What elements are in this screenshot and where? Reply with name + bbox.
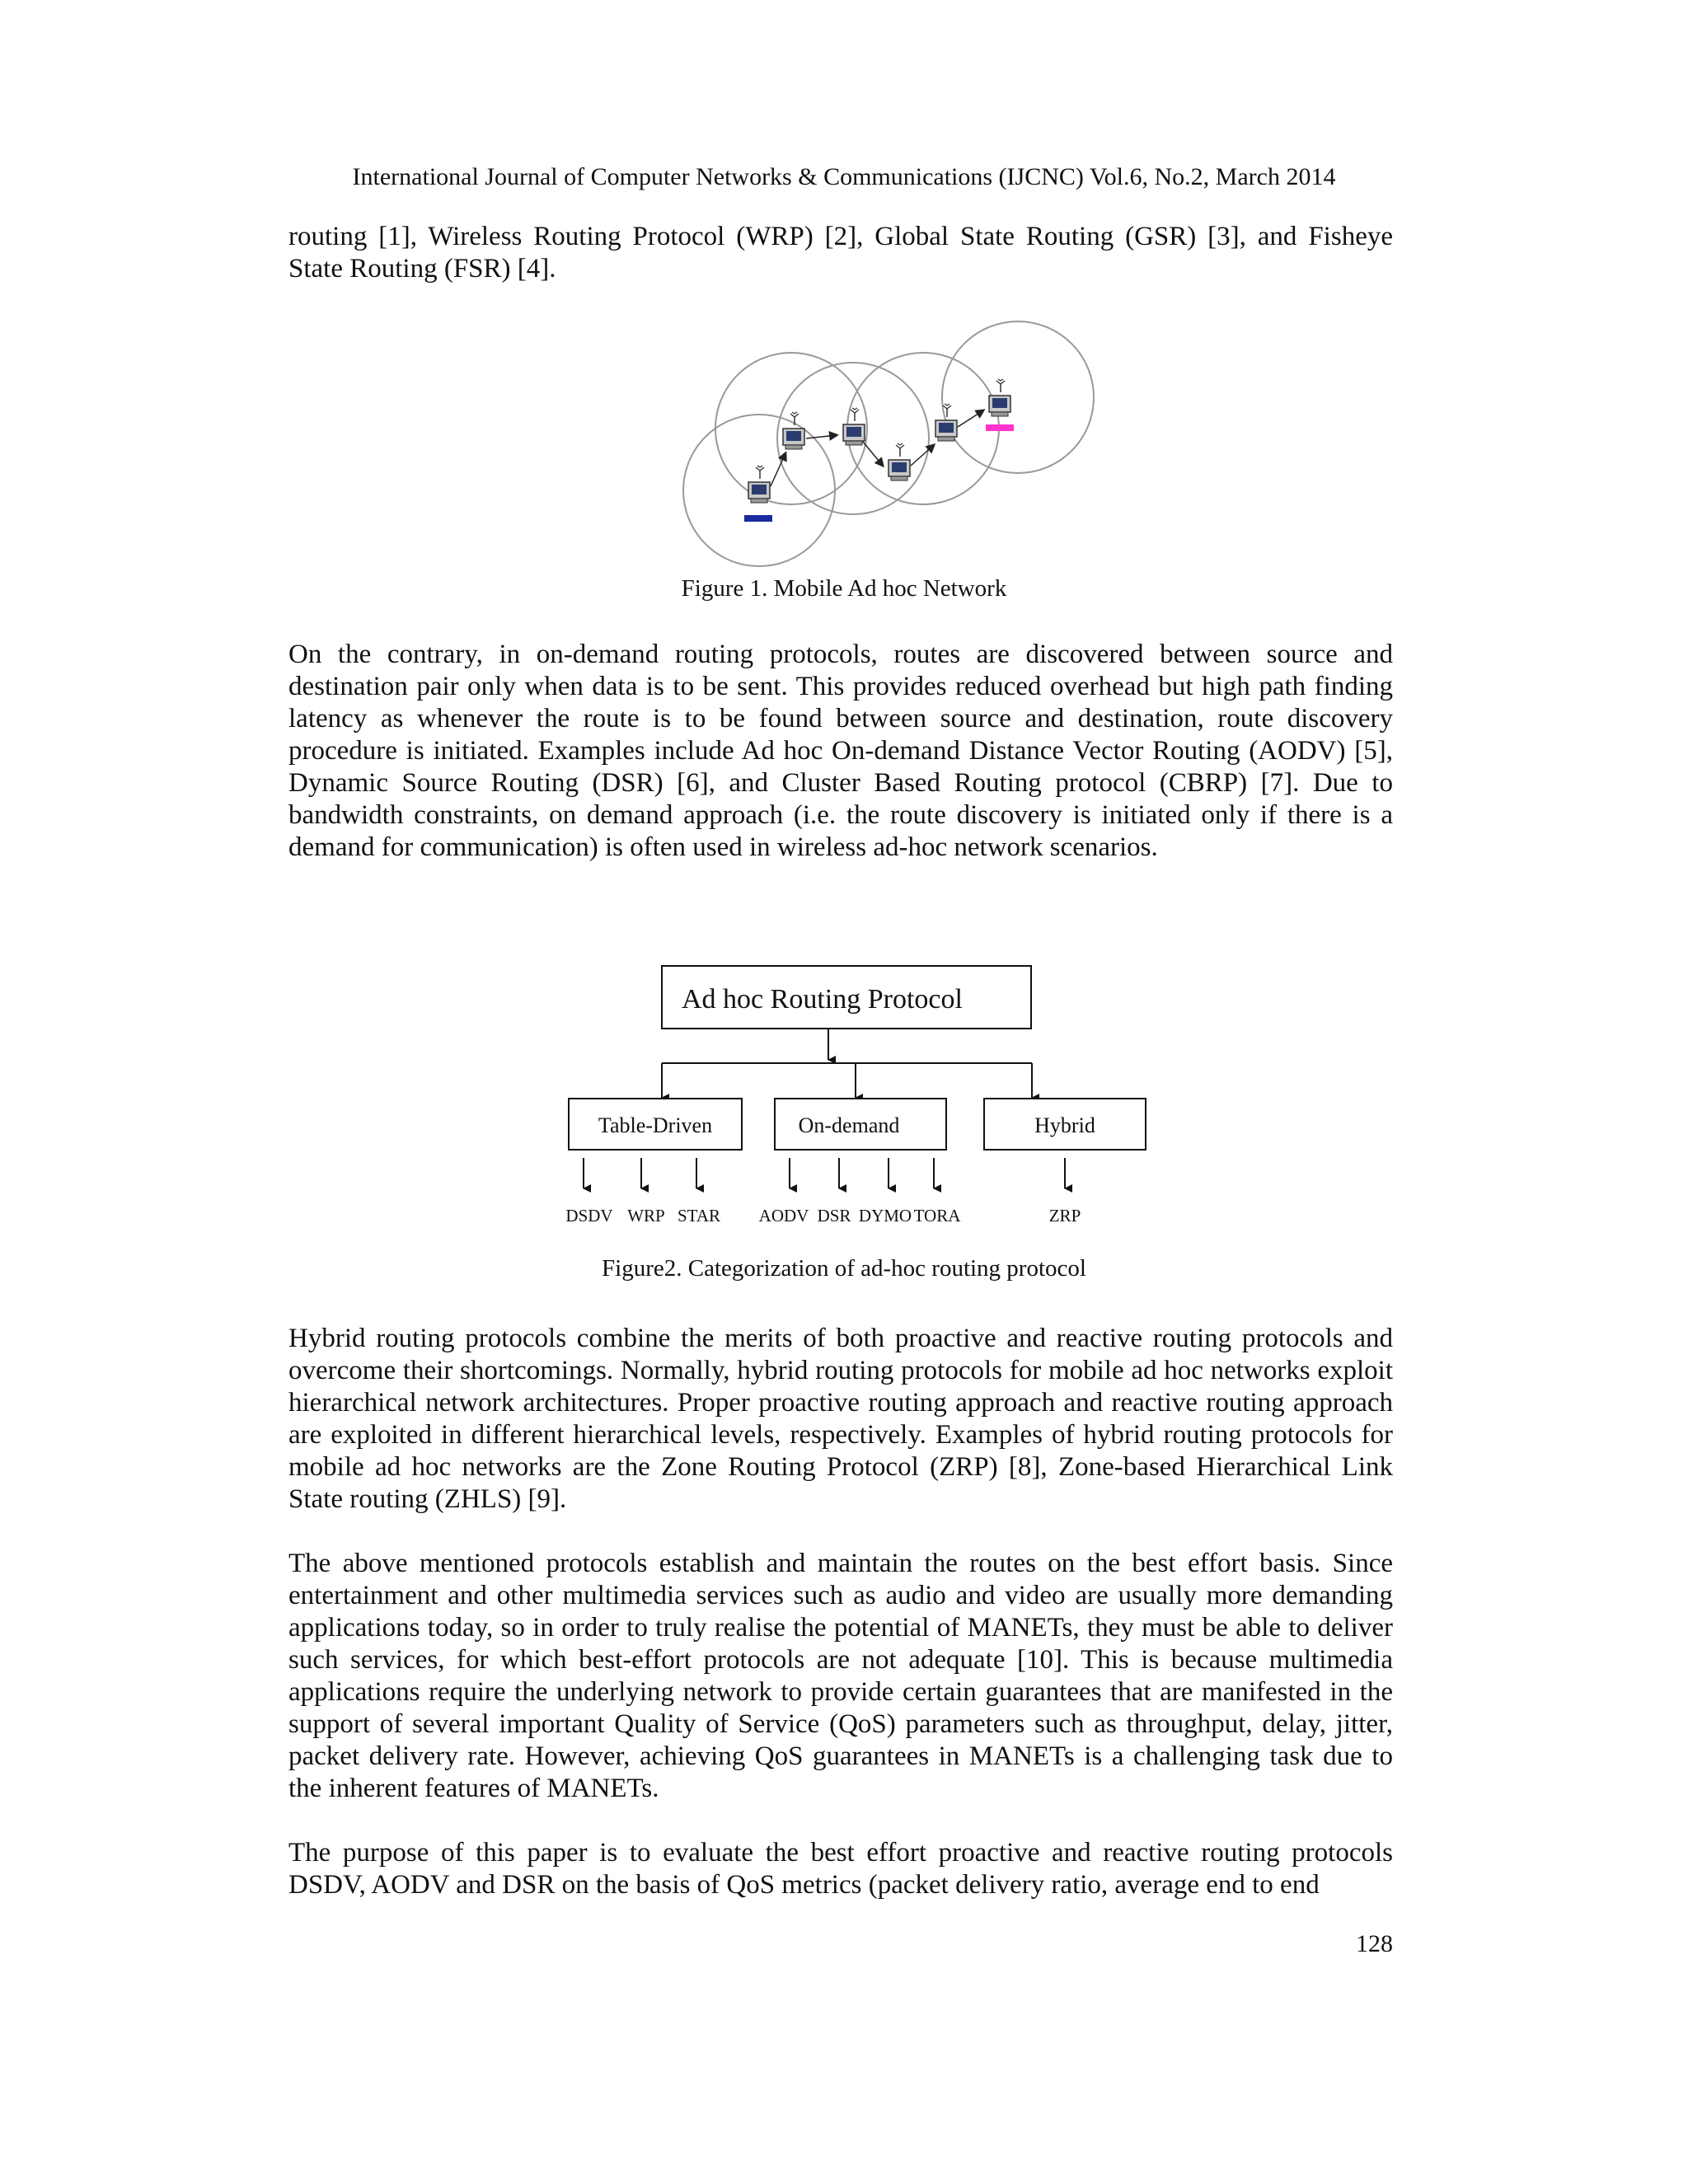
range-circle-4 (847, 353, 999, 504)
route-arrow (863, 442, 883, 466)
paragraph-4: The above mentioned protocols establish and maintain the routes on the best effort basis. Since entertainment and other multimedia services such as audio and video are usually more demanding applications today, so in order to truly realise the potential of MANETs, they must be able to deliver such services, for which best-effort protocols are not adequate [10]. This is because multimedia applications require the underlying network to provide certain guarantees that are manifested in the support of several important Quality of Service (QoS) parameters such as throughput, delay, jitter, packet delivery rate. However, achieving QoS guarantees in MANETs is a challenging task due to the inherent features of MANETs. (288, 1549, 1393, 1803)
root-label: Ad hoc Routing Protocol (682, 984, 963, 1015)
figure-2-caption: Figure2. Categorization of ad-hoc routing protocol (602, 1255, 1086, 1282)
category-label-table-driven: Table-Driven (598, 1113, 713, 1137)
figure-1-caption: Figure 1. Mobile Ad hoc Network (681, 575, 1007, 602)
node-computer-icon (748, 466, 770, 503)
protocol-label-tora: TORA (913, 1206, 961, 1226)
node-computer-icon (935, 404, 957, 441)
protocol-label-dsdv: DSDV (565, 1206, 613, 1226)
paragraph-1: routing [1], Wireless Routing Protocol (WRP) [2], Global State Routing (GSR) [3], and Fisheye State Routing (FSR) [4]. (288, 222, 1393, 284)
protocol-label-wrp: WRP (627, 1206, 665, 1226)
category-label-on-demand: On-demand (798, 1113, 900, 1137)
paragraph-3: Hybrid routing protocols combine the merits of both proactive and reactive routing protocols and overcome their shortcomings. Normally, hybrid routing protocols for mobile ad hoc networks exploit hierarchical network architectures. Proper proactive routing approach and reactive routing approach are exploited in different hierarchical levels, respectively. Examples of hybrid routing protocols for mobile ad hoc networks are the Zone Routing Protocol (ZRP) [8], Zone-based Hierarchical Link State routing (ZHLS) [9]. (288, 1324, 1393, 1514)
protocol-label-dsr: DSR (817, 1206, 851, 1226)
protocol-label-aodv: AODV (758, 1206, 809, 1226)
node-computer-icon (989, 379, 1010, 416)
node-computer-icon (889, 443, 910, 480)
route-arrow (911, 445, 934, 466)
journal-header: International Journal of Computer Networks & Communications (IJCNC) Vol.6, No.2, March 2014 (352, 163, 1336, 190)
route-arrow (958, 410, 983, 427)
figure-mobile-ad-hoc-network (672, 313, 1100, 577)
paragraph-5: The purpose of this paper is to evaluate the best effort proactive and reactive routing protocols DSDV, AODV and DSR on the basis of QoS metrics (packet delivery ratio, average end to end (288, 1838, 1393, 1900)
node-computer-icon (783, 412, 804, 449)
range-circle-5 (942, 321, 1094, 473)
destination-marker (986, 424, 1014, 431)
protocol-label-dymo: DYMO (858, 1206, 912, 1226)
protocol-label-star: STAR (678, 1206, 720, 1226)
source-marker (744, 515, 772, 522)
node-computer-icon (843, 408, 865, 445)
category-label-hybrid: Hybrid (1034, 1113, 1095, 1137)
figure-routing-taxonomy (536, 956, 1162, 1236)
page-number: 128 (1356, 1930, 1393, 1957)
protocol-label-zrp: ZRP (1048, 1206, 1081, 1226)
paragraph-2: On the contrary, in on-demand routing protocols, routes are discovered between source and destination pair only when data is to be sent. This provides reduced overhead but high path finding latency as whenever the route is to be found between source and destination, route discovery procedure is initiated. Examples include Ad hoc On-demand Distance Vector Routing (AODV) [5], Dynamic Source Routing (DSR) [6], and Cluster Based Routing protocol (CBRP) [7]. Due to bandwidth constraints, on demand approach (i.e. the route discovery is initiated only if there is a demand for communication) is often used in wireless ad-hoc network scenarios. (288, 640, 1393, 862)
